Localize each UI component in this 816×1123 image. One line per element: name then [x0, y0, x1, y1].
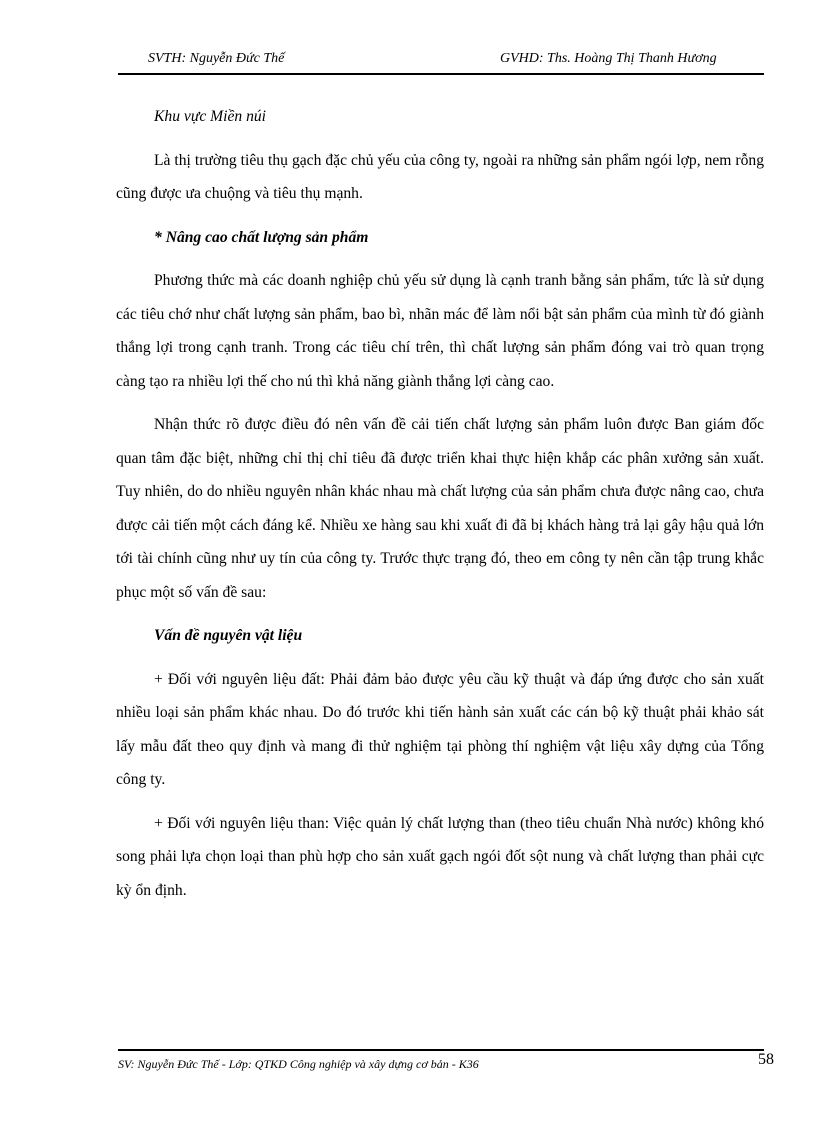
page-footer: [118, 1049, 774, 1079]
header-student: SVTH: Nguyễn Đức Thế: [148, 51, 285, 66]
paragraph-coal-material: + Đối với nguyên liệu than: Việc quản lý chất lượng than (theo tiêu chuẩn Nhà nước) không khó song phải lựa chọn loại than phù hợp cho sản xuất gạch ngói đốt sột nung và chất lượng than phải cực kỳ ổn định.: [116, 814, 764, 899]
paragraph-soil-material: + Đối với nguyên liệu đất: Phải đảm bảo được yêu cầu kỹ thuật và đáp ứng được cho sản xuất nhiều loại sản phẩm khác nhau. Do đó trước khi tiến hành sản xuất các cán bộ kỹ thuật phải khảo sát lấy mẫu đất theo quy định và mang đi thử nghiệm tại phòng thí nghiệm vật liệu xây dựng của Tổng công ty.: [116, 670, 764, 788]
region-heading: Khu vực Miền núi: [154, 108, 267, 125]
page-number: 58: [758, 1051, 774, 1068]
paragraph-quality-awareness: Nhận thức rõ được điều đó nên vấn đề cải tiến chất lượng sản phẩm luôn được Ban giám đốc quan tâm đặc biệt, những chỉ thị chỉ tiêu đã được triển khai thực hiện khắp các phân xưởng sản xuất. Tuy nhiên, do do nhiều nguyên nhân khác nhau mà chất lượng của sản phẩm chưa được nâng cao, chưa được cải tiến một cách đáng kể. Nhiều xe hàng sau khi xuất đi đã bị khách hàng trả lại gây hậu quả lớn tới tài chính cũng như uy tín của công ty. Trước thực trạng đó, theo em công ty nên cần tập trung khắc phục một số vấn đề sau:: [116, 416, 764, 601]
subheading-materials: Vấn đề nguyên vật liệu: [154, 627, 303, 644]
paragraph-mountain-market: Là thị trường tiêu thụ gạch đặc chủ yếu của công ty, ngoài ra những sản phẩm ngói lợp, nem rỗng cũng được ưa chuộng và tiêu thụ mạnh.: [116, 151, 764, 202]
section-heading: * Nâng cao chất lượng sản phẩm: [154, 228, 369, 246]
paragraph-competition: Phương thức mà các doanh nghiệp chủ yếu sử dụng là cạnh tranh bằng sản phẩm, tức là sử dụng các tiêu chớ như chất lượng sản phẩm, bao bì, nhãn mác để làm nổi bật sản phẩm của mình từ đó giành thắng lợi trong cạnh tranh. Trong các tiêu chí trên, thì chất lượng sản phẩm đóng vai trò quan trọng càng tạo ra nhiều lợi thế cho nú thì khả năng giành thắng lợi càng cao.: [116, 272, 764, 390]
page-body: [116, 100, 764, 907]
footer-text: SV: Nguyễn Đức Thế - Lớp: QTKD Công nghiệp và xây dựng cơ bản - K36: [118, 1057, 479, 1071]
page-header: [118, 51, 764, 75]
header-supervisor: GVHD: Ths. Hoàng Thị Thanh Hương: [500, 51, 717, 66]
